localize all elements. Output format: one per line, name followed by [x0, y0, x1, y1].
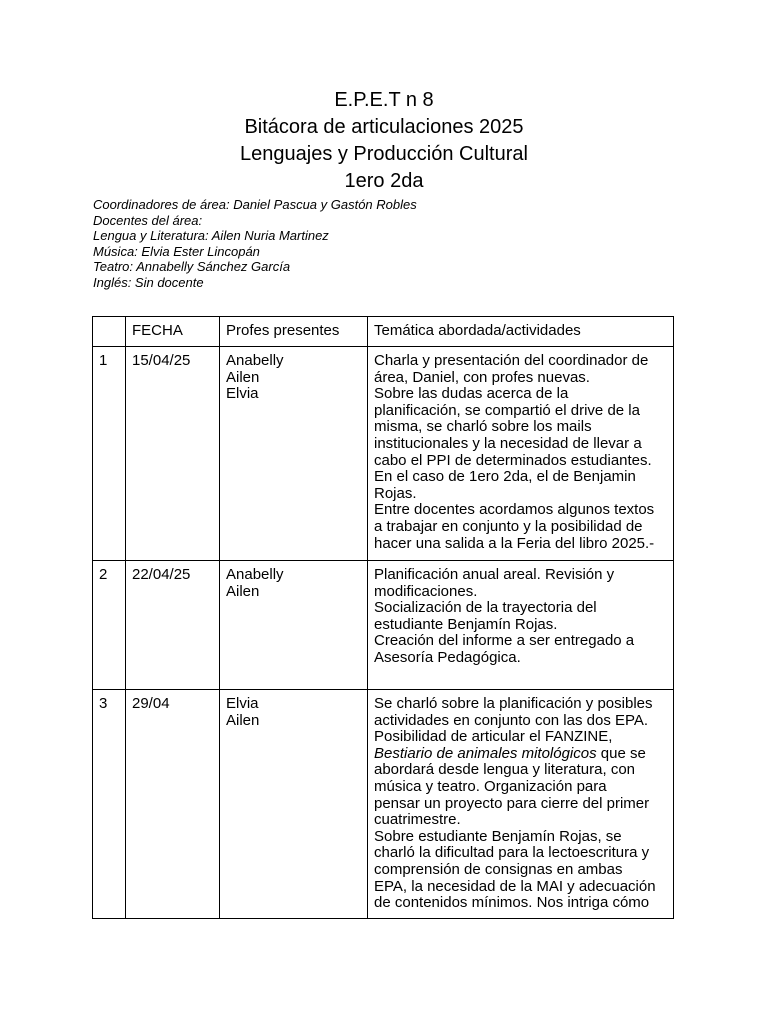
articulation-log-table [92, 316, 674, 919]
topic-line: música y teatro. Organización para [374, 777, 607, 795]
topic-line: Entre docentes acordamos algunos textos [374, 501, 655, 519]
row-teachers [220, 347, 368, 561]
topic-line: estudiante Benjamín Rojas. [374, 615, 558, 633]
topic-line: área, Daniel, con profes nuevas. [374, 368, 590, 386]
table-row [93, 347, 674, 561]
topic-line: Creación del informe a ser entregado a [374, 632, 635, 650]
topic-line: cabo el PPI de determinados estudiantes. [374, 451, 652, 469]
row-number: 3 [93, 690, 126, 919]
music-teacher-line: Música: Elvia Ester Lincopán [93, 243, 260, 259]
topic-line: EPA, la necesidad de la MAI y adecuación [374, 877, 656, 895]
topic-line: de contenidos mínimos. Nos intriga cómo [374, 894, 650, 912]
teacher-name: Anabelly [226, 566, 284, 583]
english-teacher-line: Inglés: Sin docente [93, 274, 204, 290]
row-date: 22/04/25 [126, 561, 220, 690]
topic-line: modificaciones. [374, 582, 478, 600]
header-date: FECHA [126, 317, 220, 347]
topic-line: Socialización de la trayectoria del [374, 599, 597, 617]
staff-info [93, 197, 693, 290]
log-title: Bitácora de articulaciones 2025 [244, 116, 524, 138]
topic-line: cuatrimestre. [374, 811, 461, 829]
topic-line: abordará desde lengua y literatura, con [374, 761, 636, 779]
topic-line: misma, se charló sobre los mails [374, 418, 592, 436]
topic-line: institucionales y la necesidad de llevar a [374, 434, 642, 452]
teacher-name: Ailen [226, 711, 260, 729]
topic-line-rest: que se [596, 744, 646, 762]
header-topic: Temática abordada/actividades [368, 317, 674, 347]
row-topic [368, 561, 674, 690]
teacher-name: Ailen [226, 368, 260, 386]
topic-line: planificación, se compartió el drive de la [374, 401, 640, 419]
topic-line: a trabajar en conjunto y la posibilidad de [374, 517, 643, 535]
teacher-name: Elvia [226, 695, 259, 712]
topic-line: Posibilidad de articular el FANZINE, [374, 728, 613, 746]
topic-line: Sobre las dudas acerca de la [374, 385, 569, 403]
literature-teacher-line: Lengua y Literatura: Ailen Nuria Martinez [93, 228, 329, 243]
table-header-row [93, 317, 674, 347]
theatre-teacher-line: Teatro: Annabelly Sánchez García [93, 259, 291, 274]
topic-line: Rojas. [374, 484, 417, 502]
topic-line: comprensión de consignas en ambas [374, 860, 623, 878]
topic-line-with-italic-title [374, 746, 667, 763]
topic-line: Se charló sobre la planificación y posibles [374, 695, 653, 712]
topic-line: hacer una salida a la Feria del libro 2025.- [374, 534, 655, 552]
table-row [93, 561, 674, 690]
book-title-italic: Bestiario de animales mitológicos [374, 744, 597, 762]
topic-line: actividades en conjunto con las dos EPA. [374, 711, 649, 729]
teacher-name: Ailen [226, 582, 260, 600]
row-date: 29/04 [126, 690, 220, 919]
row-teachers [220, 561, 368, 690]
table-row [93, 690, 674, 919]
school-name: E.P.E.T n 8 [334, 89, 434, 111]
topic-line: pensar un proyecto para cierre del primer [374, 794, 650, 812]
row-date: 15/04/25 [126, 347, 220, 561]
teacher-name: Elvia [226, 385, 259, 403]
teacher-name: Anabelly [226, 352, 284, 369]
course-title: 1ero 2da [344, 170, 424, 192]
coordinators-line: Coordinadores de área: Daniel Pascua y Gastón Robles [93, 197, 417, 212]
row-topic [368, 690, 674, 919]
row-topic [368, 347, 674, 561]
topic-line: Planificación anual areal. Revisión y [374, 566, 615, 583]
teachers-heading: Docentes del área: [93, 212, 203, 228]
topic-line: Sobre estudiante Benjamín Rojas, se [374, 827, 622, 845]
header-teachers: Profes presentes [220, 317, 368, 347]
row-teachers [220, 690, 368, 919]
topic-line: Charla y presentación del coordinador de [374, 352, 649, 369]
area-title: Lenguajes y Producción Cultural [240, 143, 528, 165]
row-number: 1 [93, 347, 126, 561]
topic-line: Asesoría Pedagógica. [374, 648, 521, 666]
topic-line: En el caso de 1ero 2da, el de Benjamin [374, 468, 636, 486]
row-number: 2 [93, 561, 126, 690]
header-number [93, 317, 126, 347]
document-title-block [0, 87, 768, 195]
topic-line: charló la dificultad para la lectoescritura y [374, 844, 650, 862]
